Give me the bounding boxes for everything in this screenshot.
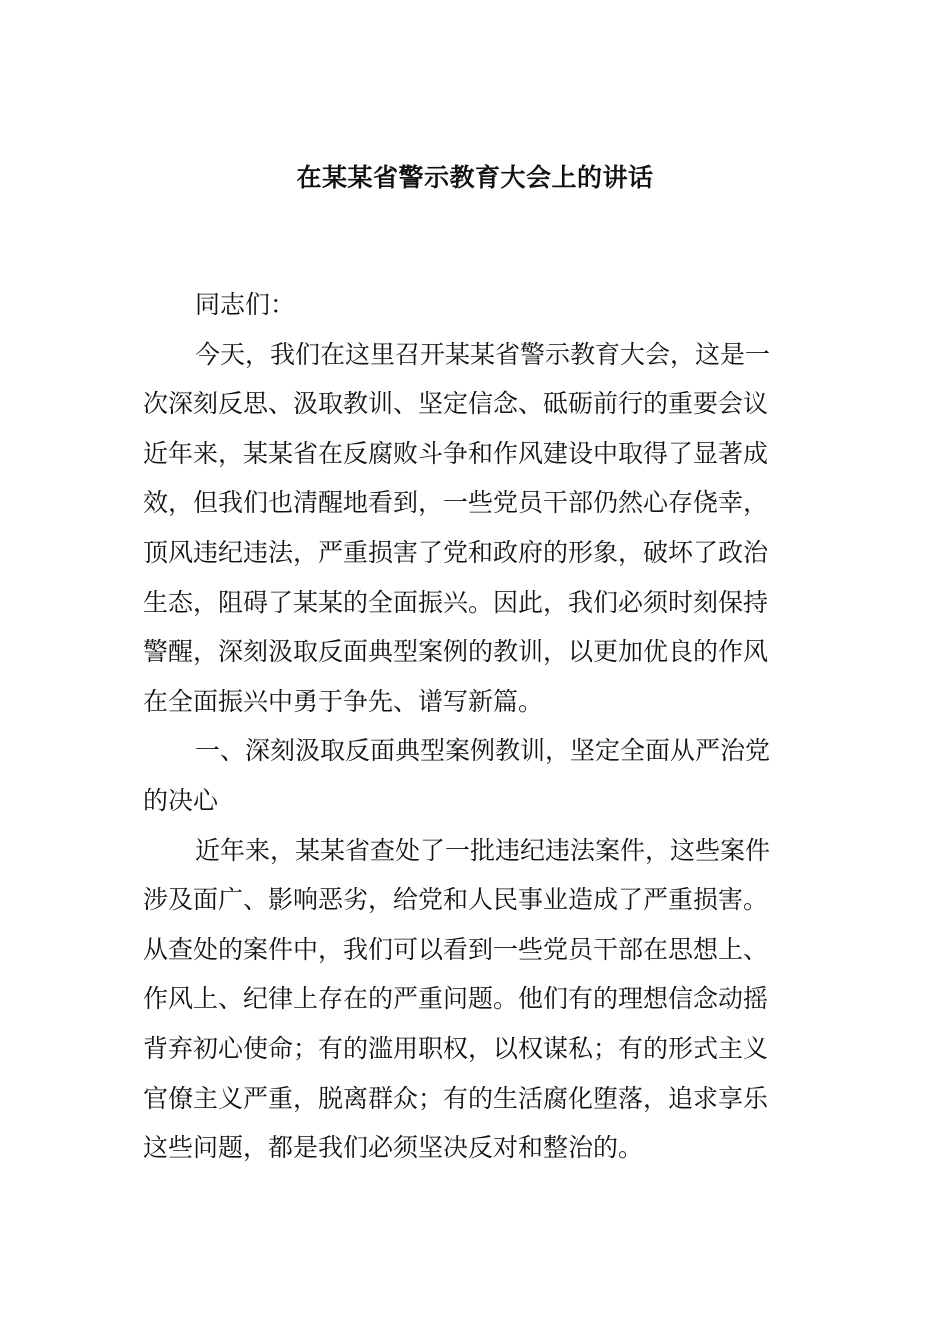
text-line: 次深刻反思、汲取教训、坚定信念、砥砺前行的重要会议 xyxy=(143,389,769,419)
text-line: 官僚主义严重，脱离群众；有的生活腐化堕落，追求享乐 xyxy=(143,1083,769,1113)
text-line: 效，但我们也清醒地看到，一些党员干部仍然心存侥幸， xyxy=(143,488,769,518)
text-line: 警醒，深刻汲取反面典型案例的教训，以更加优良的作风 xyxy=(143,637,769,667)
paragraph-opening xyxy=(143,330,807,727)
text-line: 顶风违纪违法，严重损害了党和政府的形象，破坏了政治 xyxy=(143,537,769,567)
heading-line: 的决心 xyxy=(143,785,219,815)
section-heading-1 xyxy=(143,726,807,825)
paragraph-cases xyxy=(143,826,807,1173)
text-line: 今天，我们在这里召开某某省警示教育大会，这是一 xyxy=(195,339,771,369)
document-title: 在某某省警示教育大会上的讲话 xyxy=(296,163,654,192)
text-line: 这些问题，都是我们必须坚决反对和整治的。 xyxy=(143,1133,644,1163)
text-line: 背弃初心使命；有的滥用职权，以权谋私；有的形式主义 xyxy=(143,1033,769,1063)
text-line: 近年来，某某省查处了一批违纪违法案件，这些案件 xyxy=(195,835,771,865)
text-line: 作风上、纪律上存在的严重问题。他们有的理想信念动摇 xyxy=(143,984,769,1014)
document-body xyxy=(143,280,807,1173)
salutation: 同志们： xyxy=(195,290,296,319)
text-line: 从查处的案件中，我们可以看到一些党员干部在思想上、 xyxy=(143,934,769,964)
text-line: 生态，阻碍了某某的全面振兴。因此，我们必须时刻保持 xyxy=(143,587,769,617)
text-line: 涉及面广、影响恶劣，给党和人民事业造成了严重损害。 xyxy=(143,885,769,915)
heading-line: 一、深刻汲取反面典型案例教训，坚定全面从严治党 xyxy=(195,736,771,766)
text-line: 近年来，某某省在反腐败斗争和作风建设中取得了显著成 xyxy=(143,438,769,468)
text-line: 在全面振兴中勇于争先、谱写新篇。 xyxy=(143,686,544,716)
